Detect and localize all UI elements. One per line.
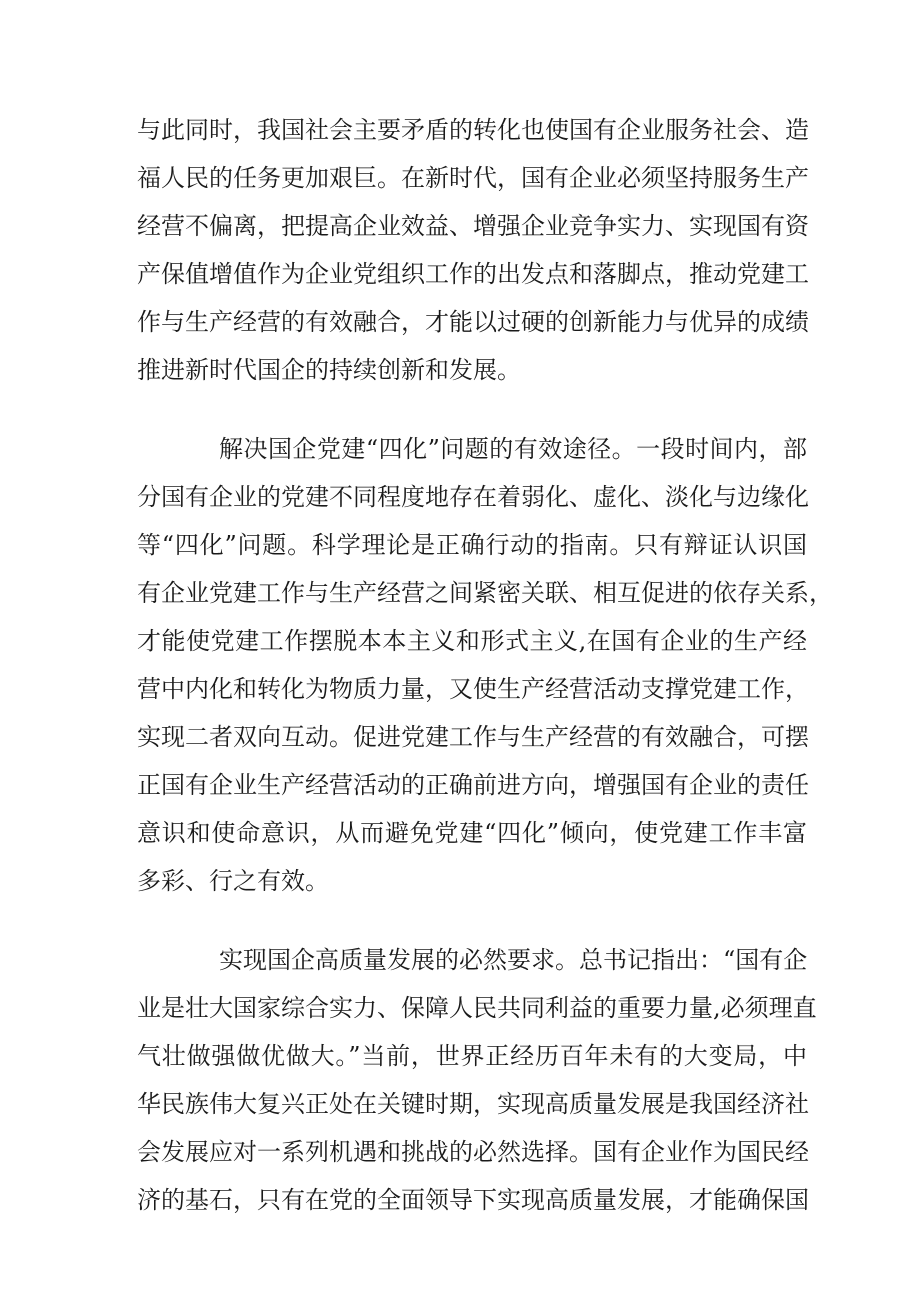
paragraph-line: 实现二者双向互动。促进党建工作与生产经营的有效融合，可摆 <box>137 723 809 751</box>
paragraph-line: 分国有企业的党建不同程度地存在着弱化、虚化、淡化与边缘化 <box>137 483 809 511</box>
paragraph-line: 有企业党建工作与生产经营之间紧密关联、相互促进的依存关系， <box>137 579 833 607</box>
paragraph-line: 济的基石，只有在党的全面领导下实现高质量发展，才能确保国 <box>137 1186 809 1214</box>
paragraph-line: 气壮做强做优做大。”当前，世界正经历百年未有的大变局，中 <box>137 1042 807 1070</box>
paragraph-line: 等“四化”问题。科学理论是正确行动的指南。只有辩证认识国 <box>137 531 807 559</box>
paragraph-line: 推进新时代国企的持续创新和发展。 <box>137 356 521 384</box>
paragraph-line: 华民族伟大复兴正处在关键时期，实现高质量发展是我国经济社 <box>137 1090 809 1118</box>
paragraph-line: 才能使党建工作摆脱本本主义和形式主义,在国有企业的生产经 <box>137 627 807 655</box>
paragraph-line: 与此同时，我国社会主要矛盾的转化也使国有企业服务社会、造 <box>137 116 809 144</box>
paragraph-line: 意识和使命意识，从而避免党建“四化”倾向，使党建工作丰富 <box>137 819 807 847</box>
paragraph-line: 解决国企党建“四化”问题的有效途径。一段时间内，部 <box>219 435 807 463</box>
paragraph-line: 正国有企业生产经营活动的正确前进方向，增强国有企业的责任 <box>137 771 809 799</box>
paragraph-line: 多彩、行之有效。 <box>137 867 329 895</box>
paragraph-line: 业是壮大国家综合实力、保障人民共同利益的重要力量,必须理直 <box>137 994 817 1022</box>
paragraph-line: 实现国企高质量发展的必然要求。总书记指出：“国有企 <box>219 946 808 974</box>
paragraph-line: 产保值增值作为企业党组织工作的出发点和落脚点，推动党建工 <box>137 260 809 288</box>
paragraph-line: 福人民的任务更加艰巨。在新时代，国有企业必须坚持服务生产 <box>137 164 809 192</box>
paragraph-line: 作与生产经营的有效融合，才能以过硬的创新能力与优异的成绩 <box>137 308 809 336</box>
paragraph-line: 营中内化和转化为物质力量，又使生产经营活动支撑党建工作， <box>137 675 809 703</box>
paragraph-line: 会发展应对一系列机遇和挑战的必然选择。国有企业作为国民经 <box>137 1138 809 1166</box>
paragraph-line: 经营不偏离，把提高企业效益、增强企业竞争实力、实现国有资 <box>137 212 809 240</box>
